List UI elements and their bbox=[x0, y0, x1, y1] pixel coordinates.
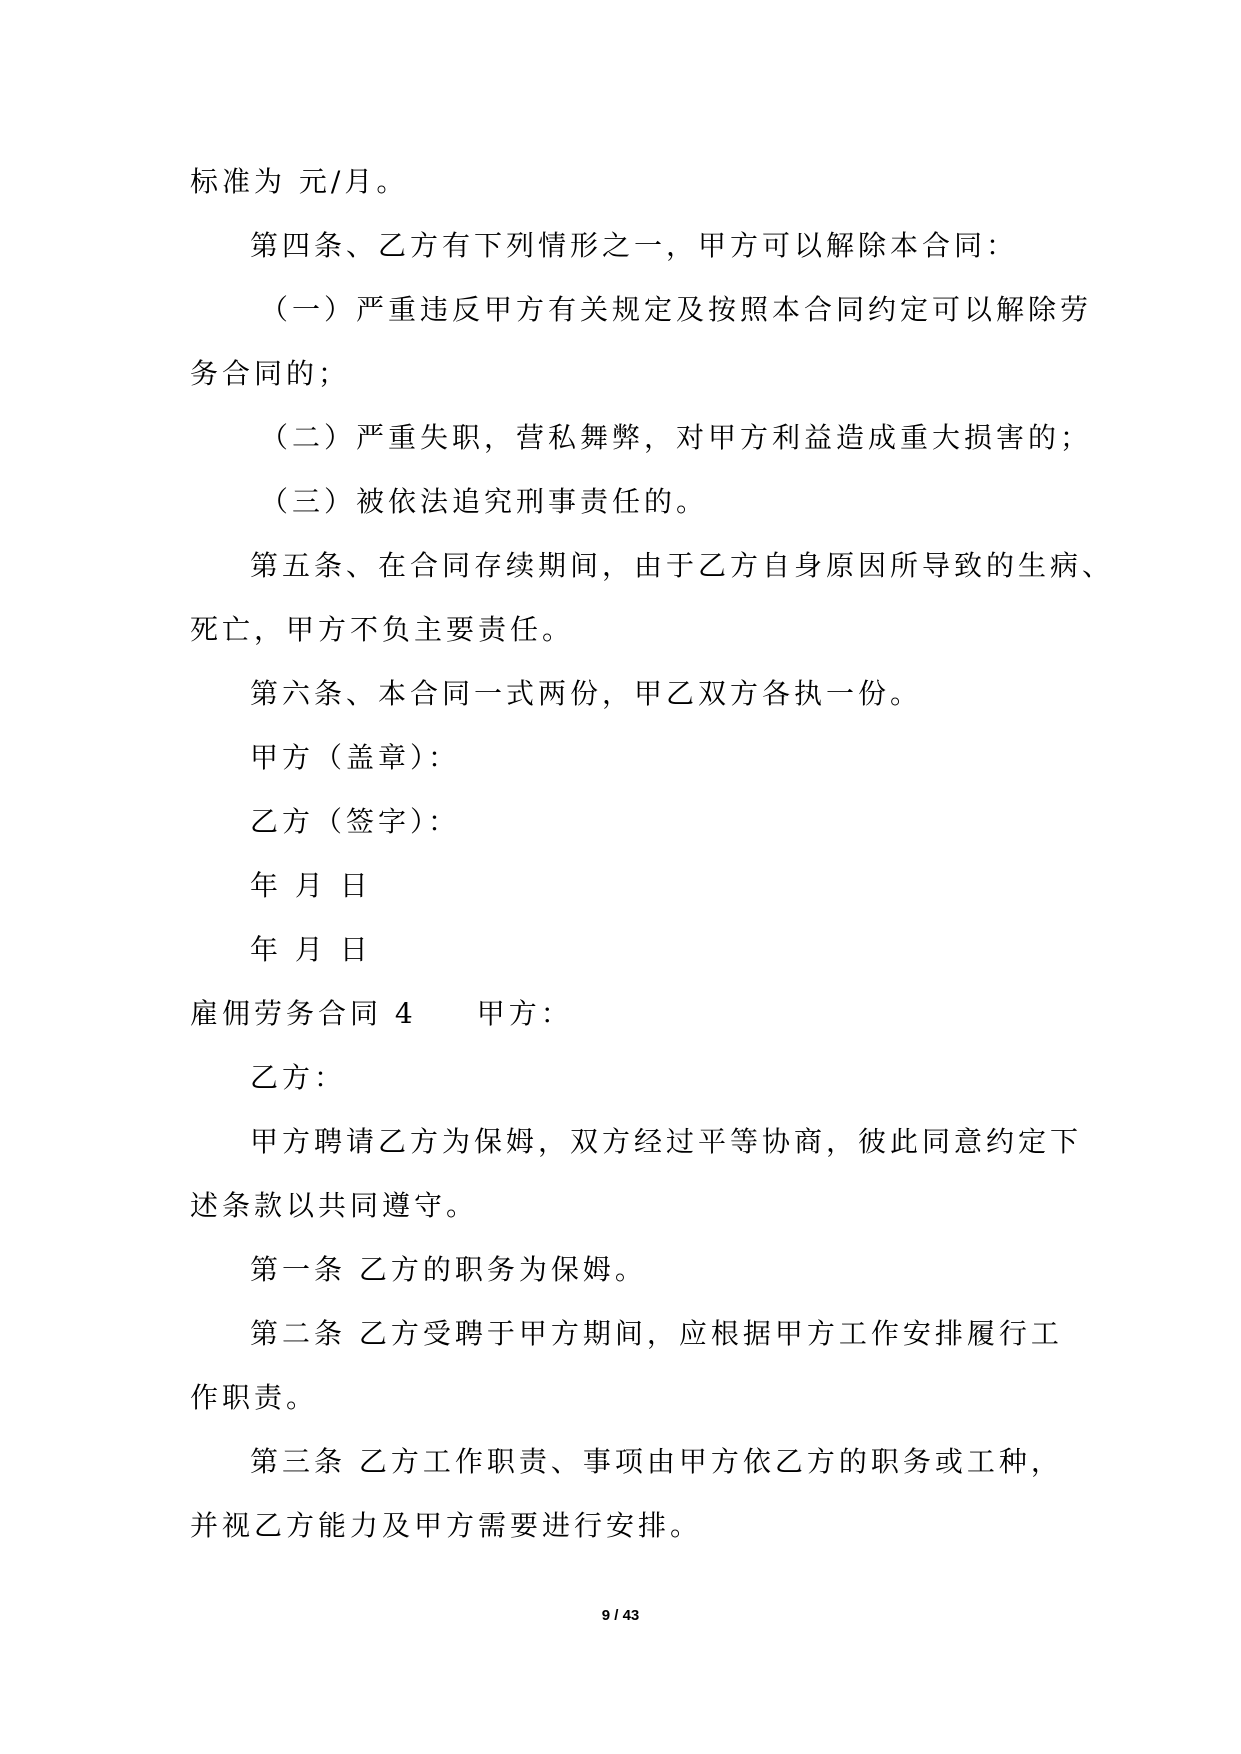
clause-5-continued: 死亡，甲方不负主要责任。 bbox=[190, 613, 575, 646]
article-1: 第一条 乙方的职务为保姆。 bbox=[250, 1253, 647, 1286]
date-line: 年 月 日 bbox=[250, 933, 372, 966]
clause-4-item-2: （二）严重失职，营私舞弊，对甲方利益造成重大损害的； bbox=[260, 421, 1093, 454]
clause-4-heading: 第四条、乙方有下列情形之一，甲方可以解除本合同： bbox=[250, 229, 1019, 262]
clause-6: 第六条、本合同一式两份，甲乙双方各执一份。 bbox=[250, 677, 923, 710]
clause-5: 第五条、在合同存续期间，由于乙方自身原因所导致的生病、 bbox=[250, 549, 1115, 582]
page-number: 9 / 43 bbox=[601, 1607, 640, 1624]
preamble: 甲方聘请乙方为保姆，双方经过平等协商，彼此同意约定下 bbox=[250, 1125, 1083, 1158]
section-title-line bbox=[190, 982, 1060, 1046]
party-a-label: 甲方： bbox=[476, 997, 573, 1030]
article-2: 第二条 乙方受聘于甲方期间，应根据甲方工作安排履行工 bbox=[250, 1317, 1063, 1350]
party-b-signature: 乙方（签字）： bbox=[250, 805, 461, 838]
text-line: 标准为 元/月。 bbox=[190, 165, 409, 198]
party-a-seal: 甲方（盖章）： bbox=[250, 741, 461, 774]
party-b-label: 乙方： bbox=[250, 1061, 347, 1094]
preamble-continued: 述条款以共同遵守。 bbox=[190, 1189, 479, 1222]
date-line: 年 月 日 bbox=[250, 869, 372, 902]
clause-4-item-1: （一）严重违反甲方有关规定及按照本合同约定可以解除劳 bbox=[260, 293, 1093, 326]
clause-4-item-3: （三）被依法追究刑事责任的。 bbox=[260, 485, 709, 518]
article-3: 第三条 乙方工作职责、事项由甲方依乙方的职务或工种， bbox=[250, 1445, 1063, 1478]
article-2-continued: 作职责。 bbox=[190, 1381, 319, 1414]
clause-4-item-1-continued: 务合同的； bbox=[190, 357, 351, 390]
document-body bbox=[190, 150, 1115, 1558]
section-title: 雇佣劳务合同 4 bbox=[190, 997, 417, 1030]
article-3-continued: 并视乙方能力及甲方需要进行安排。 bbox=[190, 1509, 703, 1542]
